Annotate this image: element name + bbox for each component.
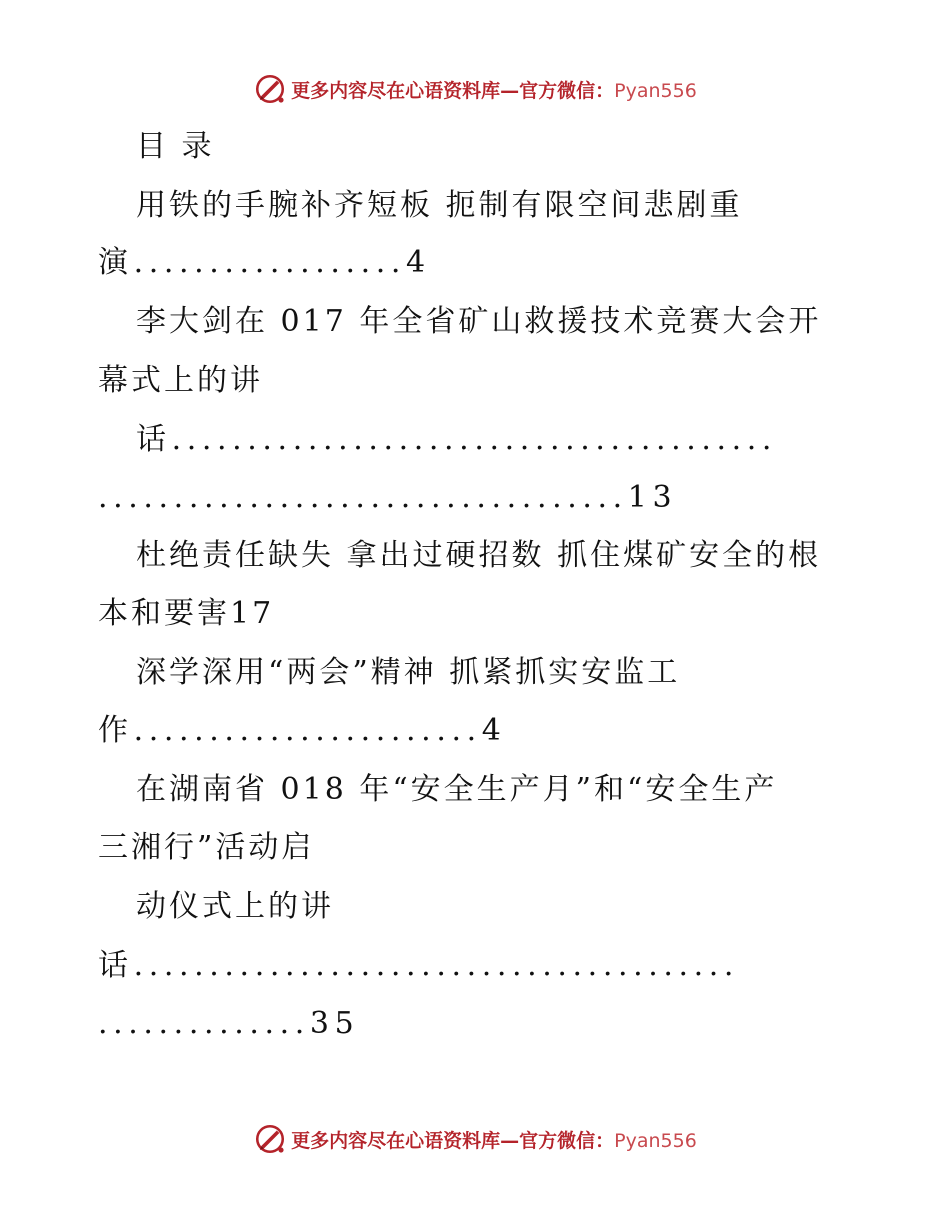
toc-entry-line: 三湘行”活动启 [98,830,315,865]
watermark-wechat-id: Pyan556 [614,1129,697,1152]
toc-entry-line: 演..................4 [98,245,431,280]
toc-entry-line: 话........................................ [98,948,740,983]
toc-entry-line: 本和要害17 [98,596,275,631]
watermark-text: 更多内容尽在心语资料库—官方微信：Pyan556 [291,79,697,102]
watermark-wechat-id: Pyan556 [614,79,697,102]
toc-entry-line: 幕式上的讲 [98,363,263,398]
footer-watermark [0,1122,950,1156]
pen-logo-icon [253,72,287,106]
toc-entry-line: 话........................................ [136,422,778,457]
toc-entry-line: 李大剑在 017 年全省矿山救援技术竞赛大会开 [136,304,822,339]
header-watermark [0,72,950,106]
watermark-text: 更多内容尽在心语资料库—官方微信：Pyan556 [291,1129,697,1152]
watermark-group [253,1122,697,1156]
toc-entry-line: ..............35 [98,1006,360,1041]
toc-entry-line: 杜绝责任缺失 拿出过硬招数 抓住煤矿安全的根 [136,538,822,573]
pen-logo-icon [253,1122,287,1156]
toc-title: 目 录 [136,129,215,164]
toc-entry-line: 深学深用“两会”精神 抓紧抓实安监工 [136,655,681,690]
watermark-group [253,72,697,106]
toc-entry-line: 动仪式上的讲 [136,889,334,924]
toc-entry-line: 用铁的手腕补齐短板 扼制有限空间悲剧重 [136,188,743,223]
toc-entry-line: 在湖南省 018 年“安全生产月”和“安全生产 [136,772,778,807]
toc-entry-line: 作.......................4 [98,713,507,748]
toc-entry-line: ...................................13 [98,480,678,515]
